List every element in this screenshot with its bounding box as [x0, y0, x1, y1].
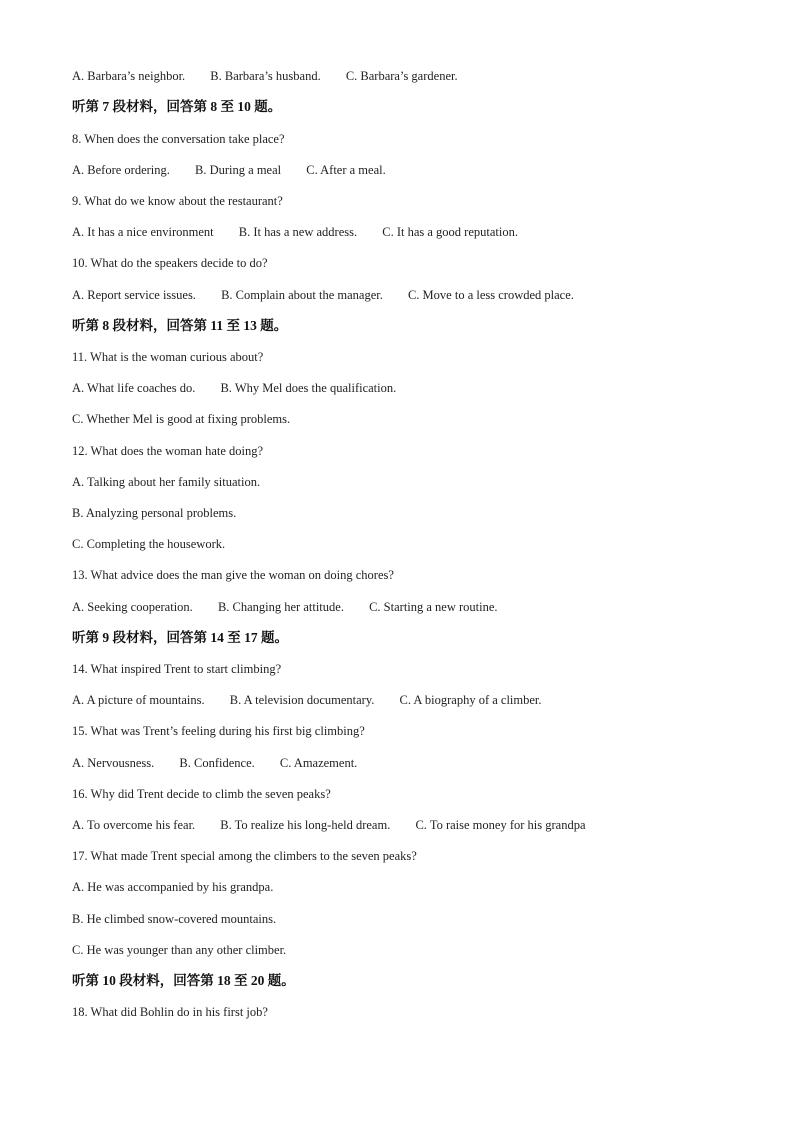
option-c: C. To raise money for his grandpa [415, 818, 586, 832]
option-b: B. Analyzing personal problems. [72, 506, 237, 520]
option-row [72, 162, 386, 178]
option-a: A. A picture of mountains. [72, 693, 205, 707]
option-b: B. To realize his long-held dream. [220, 818, 391, 832]
question-10: 10. What do the speakers decide to do? [72, 256, 268, 270]
question-18: 18. What did Bohlin do in his first job? [72, 1005, 268, 1019]
section-heading: 听第 7 段材料，回答第 8 至 10 题。 [72, 99, 282, 114]
question-11: 11. What is the woman curious about? [72, 350, 264, 364]
option-b: B. He climbed snow-covered mountains. [72, 912, 277, 926]
option-c: C. Starting a new routine. [369, 600, 498, 614]
option-c: C. Whether Mel is good at fixing problems. [72, 412, 291, 426]
question-8: 8. When does the conversation take place? [72, 132, 285, 146]
option-a: A. To overcome his fear. [72, 818, 196, 832]
option-b: B. During a meal [195, 163, 282, 177]
option-a: A. Barbara’s neighbor. [72, 69, 186, 83]
question-16: 16. Why did Trent decide to climb the seven peaks? [72, 787, 331, 801]
option-row [72, 692, 542, 708]
option-b: B. It has a new address. [238, 225, 358, 239]
option-a: A. Report service issues. [72, 288, 196, 302]
option-c: C. Barbara’s gardener. [345, 69, 458, 83]
section-heading: 听第 8 段材料，回答第 11 至 13 题。 [72, 318, 288, 333]
option-c: C. Completing the housework. [72, 537, 226, 551]
option-a: A. He was accompanied by his grandpa. [72, 880, 274, 894]
option-a: A. Nervousness. [72, 756, 155, 770]
question-14: 14. What inspired Trent to start climbing? [72, 662, 282, 676]
option-a: A. Talking about her family situation. [72, 475, 261, 489]
option-a: A. What life coaches do. [72, 381, 196, 395]
option-row [72, 224, 518, 240]
question-17: 17. What made Trent special among the climbers to the seven peaks? [72, 849, 417, 863]
option-b: B. A television documentary. [229, 693, 375, 707]
option-b: B. Confidence. [179, 756, 255, 770]
question-12: 12. What does the woman hate doing? [72, 444, 264, 458]
option-c: C. After a meal. [306, 163, 386, 177]
option-b: B. Why Mel does the qualification. [220, 381, 397, 395]
option-row [72, 599, 498, 615]
option-a: A. Seeking cooperation. [72, 600, 193, 614]
option-row [72, 380, 396, 396]
option-c: C. He was younger than any other climber. [72, 943, 287, 957]
option-b: B. Changing her attitude. [217, 600, 344, 614]
option-a: A. Before ordering. [72, 163, 170, 177]
option-b: B. Complain about the manager. [221, 288, 383, 302]
option-a: A. It has a nice environment [72, 225, 214, 239]
question-13: 13. What advice does the man give the woman on doing chores? [72, 568, 394, 582]
option-c: C. It has a good reputation. [382, 225, 518, 239]
question-15: 15. What was Trent’s feeling during his first big climbing? [72, 724, 365, 738]
section-heading: 听第 10 段材料，回答第 18 至 20 题。 [72, 973, 295, 988]
option-row [72, 755, 357, 771]
option-row [72, 287, 574, 303]
option-row [72, 817, 586, 833]
section-heading: 听第 9 段材料，回答第 14 至 17 题。 [72, 630, 288, 645]
option-c: C. A biography of a climber. [399, 693, 542, 707]
question-9: 9. What do we know about the restaurant? [72, 194, 283, 208]
option-c: C. Amazement. [279, 756, 358, 770]
option-b: B. Barbara’s husband. [210, 69, 321, 83]
option-c: C. Move to a less crowded place. [407, 288, 574, 302]
option-row [72, 68, 458, 84]
